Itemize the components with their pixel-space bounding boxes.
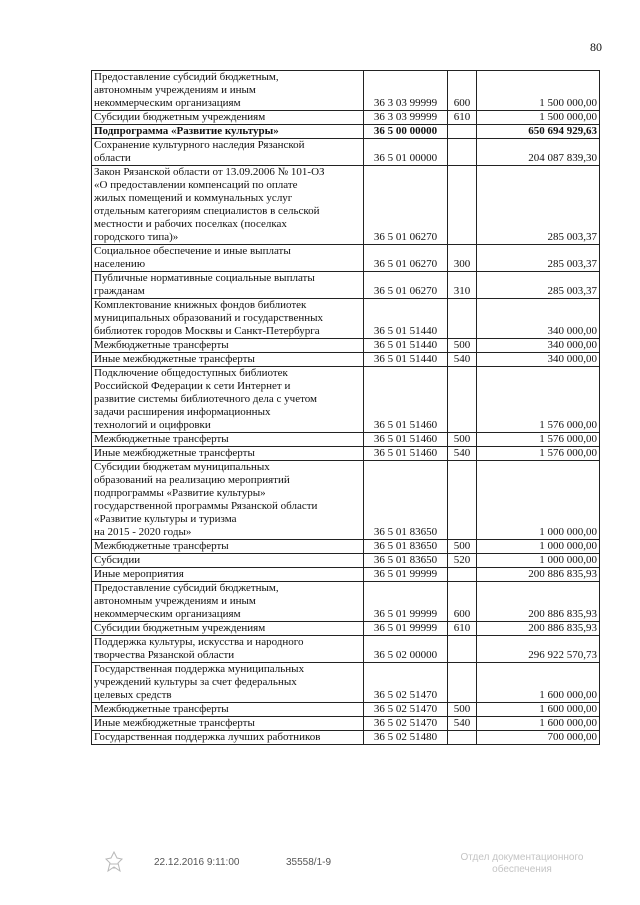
cell-name: Поддержка культуры, искусства и народного творчества Рязанской области [92,636,364,663]
table-row [92,299,600,339]
table-row [92,461,600,540]
cell-sum: 340 000,00 [477,299,600,339]
cell-code: 36 5 01 83650 [364,540,448,554]
cell-type [448,568,477,582]
cell-name: Подключение общедоступных библиотек Российской Федерации к сети Интернет и развитие системы библиотечного дела с учетом задачи расширения информационных технологий и оцифровки [92,367,364,433]
cell-sum: 200 886 835,93 [477,622,600,636]
table-row [92,703,600,717]
table-row [92,139,600,166]
cell-name: Предоставление субсидий бюджетным, автономным учреждениям и иным некоммерческим организациям [92,71,364,111]
table-row [92,582,600,622]
table-row [92,636,600,663]
cell-code: 36 5 01 51460 [364,447,448,461]
cell-name: Субсидии бюджетным учреждениям [92,622,364,636]
cell-code: 36 5 01 51440 [364,339,448,353]
cell-type: 300 [448,245,477,272]
table-row [92,540,600,554]
cell-code: 36 5 01 06270 [364,245,448,272]
cell-name: Субсидии бюджетным учреждениям [92,111,364,125]
cell-name: Иные межбюджетные трансферты [92,353,364,367]
table-row [92,447,600,461]
table-row [92,245,600,272]
cell-code: 36 5 02 51470 [364,703,448,717]
cell-type: 600 [448,71,477,111]
table-row [92,111,600,125]
table-row [92,554,600,568]
cell-sum: 700 000,00 [477,731,600,745]
cell-code: 36 3 03 99999 [364,71,448,111]
cell-type: 610 [448,111,477,125]
cell-name: Предоставление субсидий бюджетным, автономным учреждениям и иным некоммерческим организациям [92,582,364,622]
table-row [92,433,600,447]
cell-code: 36 5 01 06270 [364,166,448,245]
cell-sum: 285 003,37 [477,272,600,299]
cell-type: 540 [448,447,477,461]
cell-sum: 650 694 929,63 [477,125,600,139]
cell-code: 36 5 02 51470 [364,717,448,731]
cell-sum: 1 500 000,00 [477,111,600,125]
cell-code: 36 5 01 51460 [364,367,448,433]
cell-type: 520 [448,554,477,568]
cell-code: 36 5 01 51460 [364,433,448,447]
cell-sum: 1 576 000,00 [477,447,600,461]
cell-name: Межбюджетные трансферты [92,703,364,717]
cell-sum: 1 000 000,00 [477,540,600,554]
footer-doc-id: 35558/1-9 [286,857,332,868]
page-number: 80 [590,40,602,54]
cell-name: Комплектование книжных фондов библиотек муниципальных образований и государственных библиотек городов Москвы и Санкт-Петербурга [92,299,364,339]
table-row [92,568,600,582]
cell-sum: 1 600 000,00 [477,703,600,717]
cell-type: 500 [448,703,477,717]
cell-sum: 285 003,37 [477,245,600,272]
cell-type: 500 [448,540,477,554]
cell-code: 36 5 01 99999 [364,568,448,582]
cell-type: 500 [448,433,477,447]
table-row [92,166,600,245]
budget-table-body [92,71,600,745]
table-row [92,367,600,433]
cell-sum: 1 576 000,00 [477,367,600,433]
cell-sum: 1 000 000,00 [477,554,600,568]
cell-name: Иные мероприятия [92,568,364,582]
cell-name: Государственная поддержка муниципальных учреждений культуры за счет федеральных целевых средств [92,663,364,703]
cell-sum: 200 886 835,93 [477,582,600,622]
cell-name: Публичные нормативные социальные выплаты гражданам [92,272,364,299]
emblem-icon [104,850,124,874]
cell-code: 36 3 03 99999 [364,111,448,125]
cell-name: Государственная поддержка лучших работников [92,731,364,745]
cell-code: 36 5 01 99999 [364,582,448,622]
cell-name: Межбюджетные трансферты [92,339,364,353]
table-row [92,622,600,636]
cell-type: 310 [448,272,477,299]
cell-sum: 1 000 000,00 [477,461,600,540]
footer-stamp [452,852,592,876]
cell-name: Иные межбюджетные трансферты [92,447,364,461]
cell-name: Межбюджетные трансферты [92,540,364,554]
cell-sum: 1 500 000,00 [477,71,600,111]
cell-code: 36 5 01 99999 [364,622,448,636]
cell-name: Иные межбюджетные трансферты [92,717,364,731]
cell-sum: 340 000,00 [477,339,600,353]
table-row [92,663,600,703]
cell-code: 36 5 02 51480 [364,731,448,745]
cell-code: 36 5 01 06270 [364,272,448,299]
cell-type [448,166,477,245]
table-row [92,339,600,353]
cell-sum: 204 087 839,30 [477,139,600,166]
cell-code: 36 5 00 00000 [364,125,448,139]
table-row [92,71,600,111]
cell-type: 540 [448,717,477,731]
table-row [92,717,600,731]
cell-code: 36 5 02 00000 [364,636,448,663]
cell-code: 36 5 01 00000 [364,139,448,166]
cell-type [448,663,477,703]
cell-name: Подпрограмма «Развитие культуры» [92,125,364,139]
table-row [92,353,600,367]
cell-type [448,461,477,540]
cell-code: 36 5 01 51440 [364,299,448,339]
cell-name: Субсидии бюджетам муниципальных образований на реализацию мероприятий подпрограммы «Развитие культуры» государственной программы Рязанской области «Развитие культуры и туризма на 2015 - 2020 годы» [92,461,364,540]
footer-stamp-text: Отдел документационного обеспечения [460,852,584,875]
cell-type [448,299,477,339]
cell-sum: 1 600 000,00 [477,717,600,731]
cell-type: 540 [448,353,477,367]
cell-name: Сохранение культурного наследия Рязанской области [92,139,364,166]
cell-type [448,731,477,745]
cell-name: Межбюджетные трансферты [92,433,364,447]
cell-type [448,139,477,166]
cell-sum: 296 922 570,73 [477,636,600,663]
cell-sum: 1 576 000,00 [477,433,600,447]
table-row [92,731,600,745]
cell-code: 36 5 01 83650 [364,461,448,540]
table-row [92,272,600,299]
cell-name: Субсидии [92,554,364,568]
cell-name: Социальное обеспечение и иные выплаты населению [92,245,364,272]
cell-sum: 285 003,37 [477,166,600,245]
footer-date: 22.12.2016 9:11:00 [154,857,240,868]
cell-type [448,367,477,433]
cell-code: 36 5 01 83650 [364,554,448,568]
cell-sum: 340 000,00 [477,353,600,367]
cell-type [448,125,477,139]
cell-type: 610 [448,622,477,636]
cell-name: Закон Рязанской области от 13.09.2006 № 101-ОЗ «О предоставлении компенсаций по оплате жилых помещений и коммунальных услуг отдельным категориям специалистов в сельской местности и рабочих поселках (поселках городского типа)» [92,166,364,245]
cell-code: 36 5 01 51440 [364,353,448,367]
cell-type: 500 [448,339,477,353]
cell-sum: 200 886 835,93 [477,568,600,582]
table-row [92,125,600,139]
budget-table [91,70,600,745]
cell-type [448,636,477,663]
cell-sum: 1 600 000,00 [477,663,600,703]
cell-code: 36 5 02 51470 [364,663,448,703]
cell-type: 600 [448,582,477,622]
